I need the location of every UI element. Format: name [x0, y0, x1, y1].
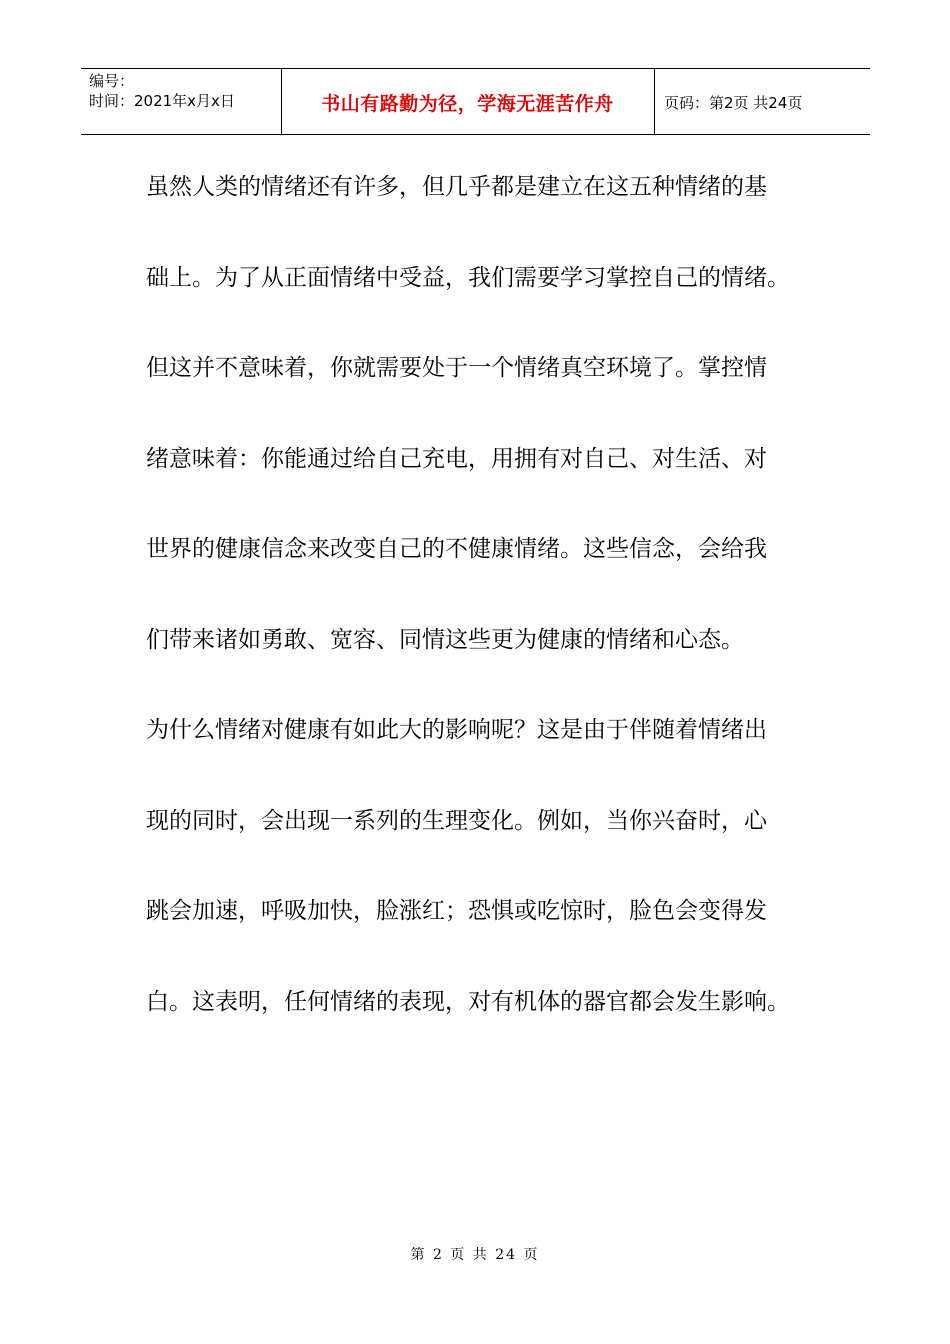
text-line: 绪意味着：你能通过给自己充电，用拥有对自己、对生活、对 [146, 445, 767, 472]
text-line: 础上。为了从正面情绪中受益，我们需要学习掌控自己的情绪。 [146, 264, 790, 291]
text-line: 虽然人类的情绪还有许多，但几乎都是建立在这五种情绪的基 [146, 174, 767, 200]
page-footer: 第 2 页 共 24 页 [410, 1247, 540, 1263]
text-line: 现的同时，会出现一系列的生理变化。例如，当你兴奋时，心 [146, 807, 767, 834]
document-date: 时间：2021年x月x日 [89, 92, 235, 110]
document-body [146, 160, 826, 1065]
text-line: 但这并不意味着，你就需要处于一个情绪真空环境了。掌控情 [146, 355, 767, 381]
text-line: 跳会加速，呼吸加快，脸涨红；恐惧或吃惊时，脸色会变得发 [146, 898, 767, 924]
text-line: 为什么情绪对健康有如此大的影响呢？这是由于伴随着情绪出 [146, 717, 767, 743]
text-line: 白。这表明，任何情绪的表现，对有机体的器官都会发生影响。 [146, 988, 790, 1015]
text-line: 世界的健康信念来改变自己的不健康情绪。这些信念，会给我 [146, 536, 767, 562]
header-divider [654, 69, 655, 134]
header-meta [89, 71, 235, 111]
text-line: 们带来诸如勇敢、宽容、同情这些更为健康的情绪和心态。 [146, 626, 744, 653]
header-motto: 书山有路勤为径，学海无涯苦作舟 [321, 92, 614, 115]
header-page-info: 页码：第2页 共24页 [664, 93, 803, 112]
page-header [81, 68, 870, 135]
document-number-label: 编号： [89, 72, 135, 90]
